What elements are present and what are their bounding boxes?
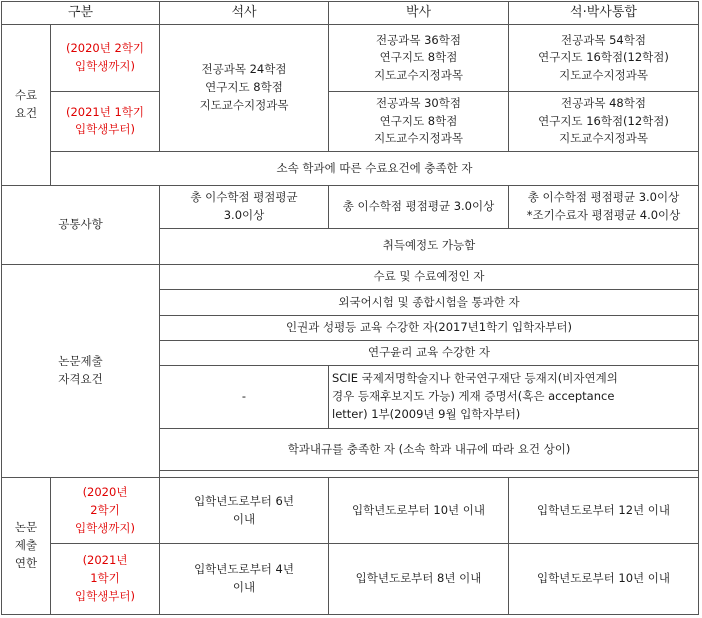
deadline-masters-2020-text: 입학년도로부터 6년 이내	[194, 493, 294, 526]
header-integrated: 석·박사통합	[509, 2, 699, 25]
thesis-sci-requirement	[329, 366, 699, 429]
common-integrated-text: 총 이수학점 평점평균 3.0이상 *조기수료자 평점평균 4.0이상	[526, 190, 681, 222]
completion-doctoral-2021-text: 전공과목 30학점 연구지도 8학점 지도교수지정과목	[374, 95, 463, 146]
completion-integrated-2021-text: 전공과목 48학점 연구지도 16학점(12학점) 지도교수지정과목	[538, 95, 669, 146]
completion-label-text: 수료 요건	[14, 88, 38, 121]
header-masters: 석사	[160, 2, 329, 25]
deadline-label-text: 논문 제출 연한	[14, 520, 38, 571]
completion-integrated-2021	[509, 92, 699, 152]
completion-integrated-2020	[509, 25, 699, 92]
deadline-period-2020-text: (2020년 2학기 입학생까지)	[74, 485, 136, 535]
deadline-masters-2020	[160, 478, 329, 544]
deadline-masters-2021-text: 입학년도로부터 4년 이내	[194, 562, 294, 595]
thesis-masters-dash: -	[160, 366, 329, 429]
deadline-integrated-2020: 입학년도로부터 12년 이내	[509, 478, 699, 544]
completion-doctoral-2020-text: 전공과목 36학점 연구지도 8학점 지도교수지정과목	[374, 32, 463, 83]
completion-doctoral-2020	[329, 25, 509, 92]
deadline-period-2020	[51, 478, 160, 544]
deadline-label	[2, 478, 51, 615]
deadline-period-2021	[51, 544, 160, 615]
completion-period-2021-text: (2021년 1학기 입학생부터)	[65, 104, 145, 137]
completion-label	[2, 25, 51, 186]
completion-period-2021	[51, 92, 160, 152]
deadline-doctoral-2021: 입학년도로부터 8년 이내	[329, 544, 509, 615]
common-label: 공통사항	[2, 186, 160, 265]
deadline-doctoral-2020: 입학년도로부터 10년 이내	[329, 478, 509, 544]
thesis-item-3: 인권과 성평등 교육 수강한 자(2017년1학기 입학자부터)	[160, 315, 699, 340]
header-doctoral: 박사	[329, 2, 509, 25]
completion-masters-text: 전공과목 24학점 연구지도 8학점 지도교수지정과목	[199, 62, 289, 112]
deadline-integrated-2021: 입학년도로부터 10년 이내	[509, 544, 699, 615]
requirements-table	[1, 1, 699, 615]
thesis-eligibility-label	[2, 265, 160, 478]
deadline-masters-2021	[160, 544, 329, 615]
common-masters-text: 총 이수학점 평점평균 3.0이상	[190, 190, 298, 222]
completion-masters	[160, 25, 329, 151]
common-masters	[160, 186, 329, 228]
common-doctoral: 총 이수학점 평점평균 3.0이상	[329, 186, 509, 228]
common-integrated	[509, 186, 699, 228]
completion-integrated-2020-text: 전공과목 54학점 연구지도 16학점(12학점) 지도교수지정과목	[538, 32, 669, 83]
thesis-dept-rules: 학과내규를 충족한 자 (소속 학과 내규에 따라 요건 상이)	[160, 428, 699, 470]
thesis-item-2: 외국어시험 및 종합시험을 통과한 자	[160, 290, 699, 315]
thesis-item-4: 연구윤리 교육 수강한 자	[160, 340, 699, 365]
thesis-item-1: 수료 및 수료예정인 자	[160, 265, 699, 290]
completion-doctoral-2021	[329, 92, 509, 152]
thesis-sci-text: SCIE 국제저명학술지나 한국연구재단 등재지(비자연계의 경우 등재후보지도 가능) 게재 증명서(혹은 acceptance letter) 1부(2009년 9월 입학자부터)	[332, 371, 618, 421]
completion-dept-requirement: 소속 학과에 따른 수료요건에 충족한 자	[51, 151, 699, 185]
completion-period-2020	[51, 25, 160, 92]
common-expected: 취득예정도 가능함	[160, 228, 699, 264]
completion-period-2020-text: (2020년 2학기 입학생까지)	[65, 41, 145, 74]
header-category: 구분	[2, 2, 160, 25]
thesis-eligibility-label-text: 논문제출 자격요건	[58, 354, 103, 387]
deadline-period-2021-text: (2021년 1학기 입학생부터)	[74, 553, 136, 603]
